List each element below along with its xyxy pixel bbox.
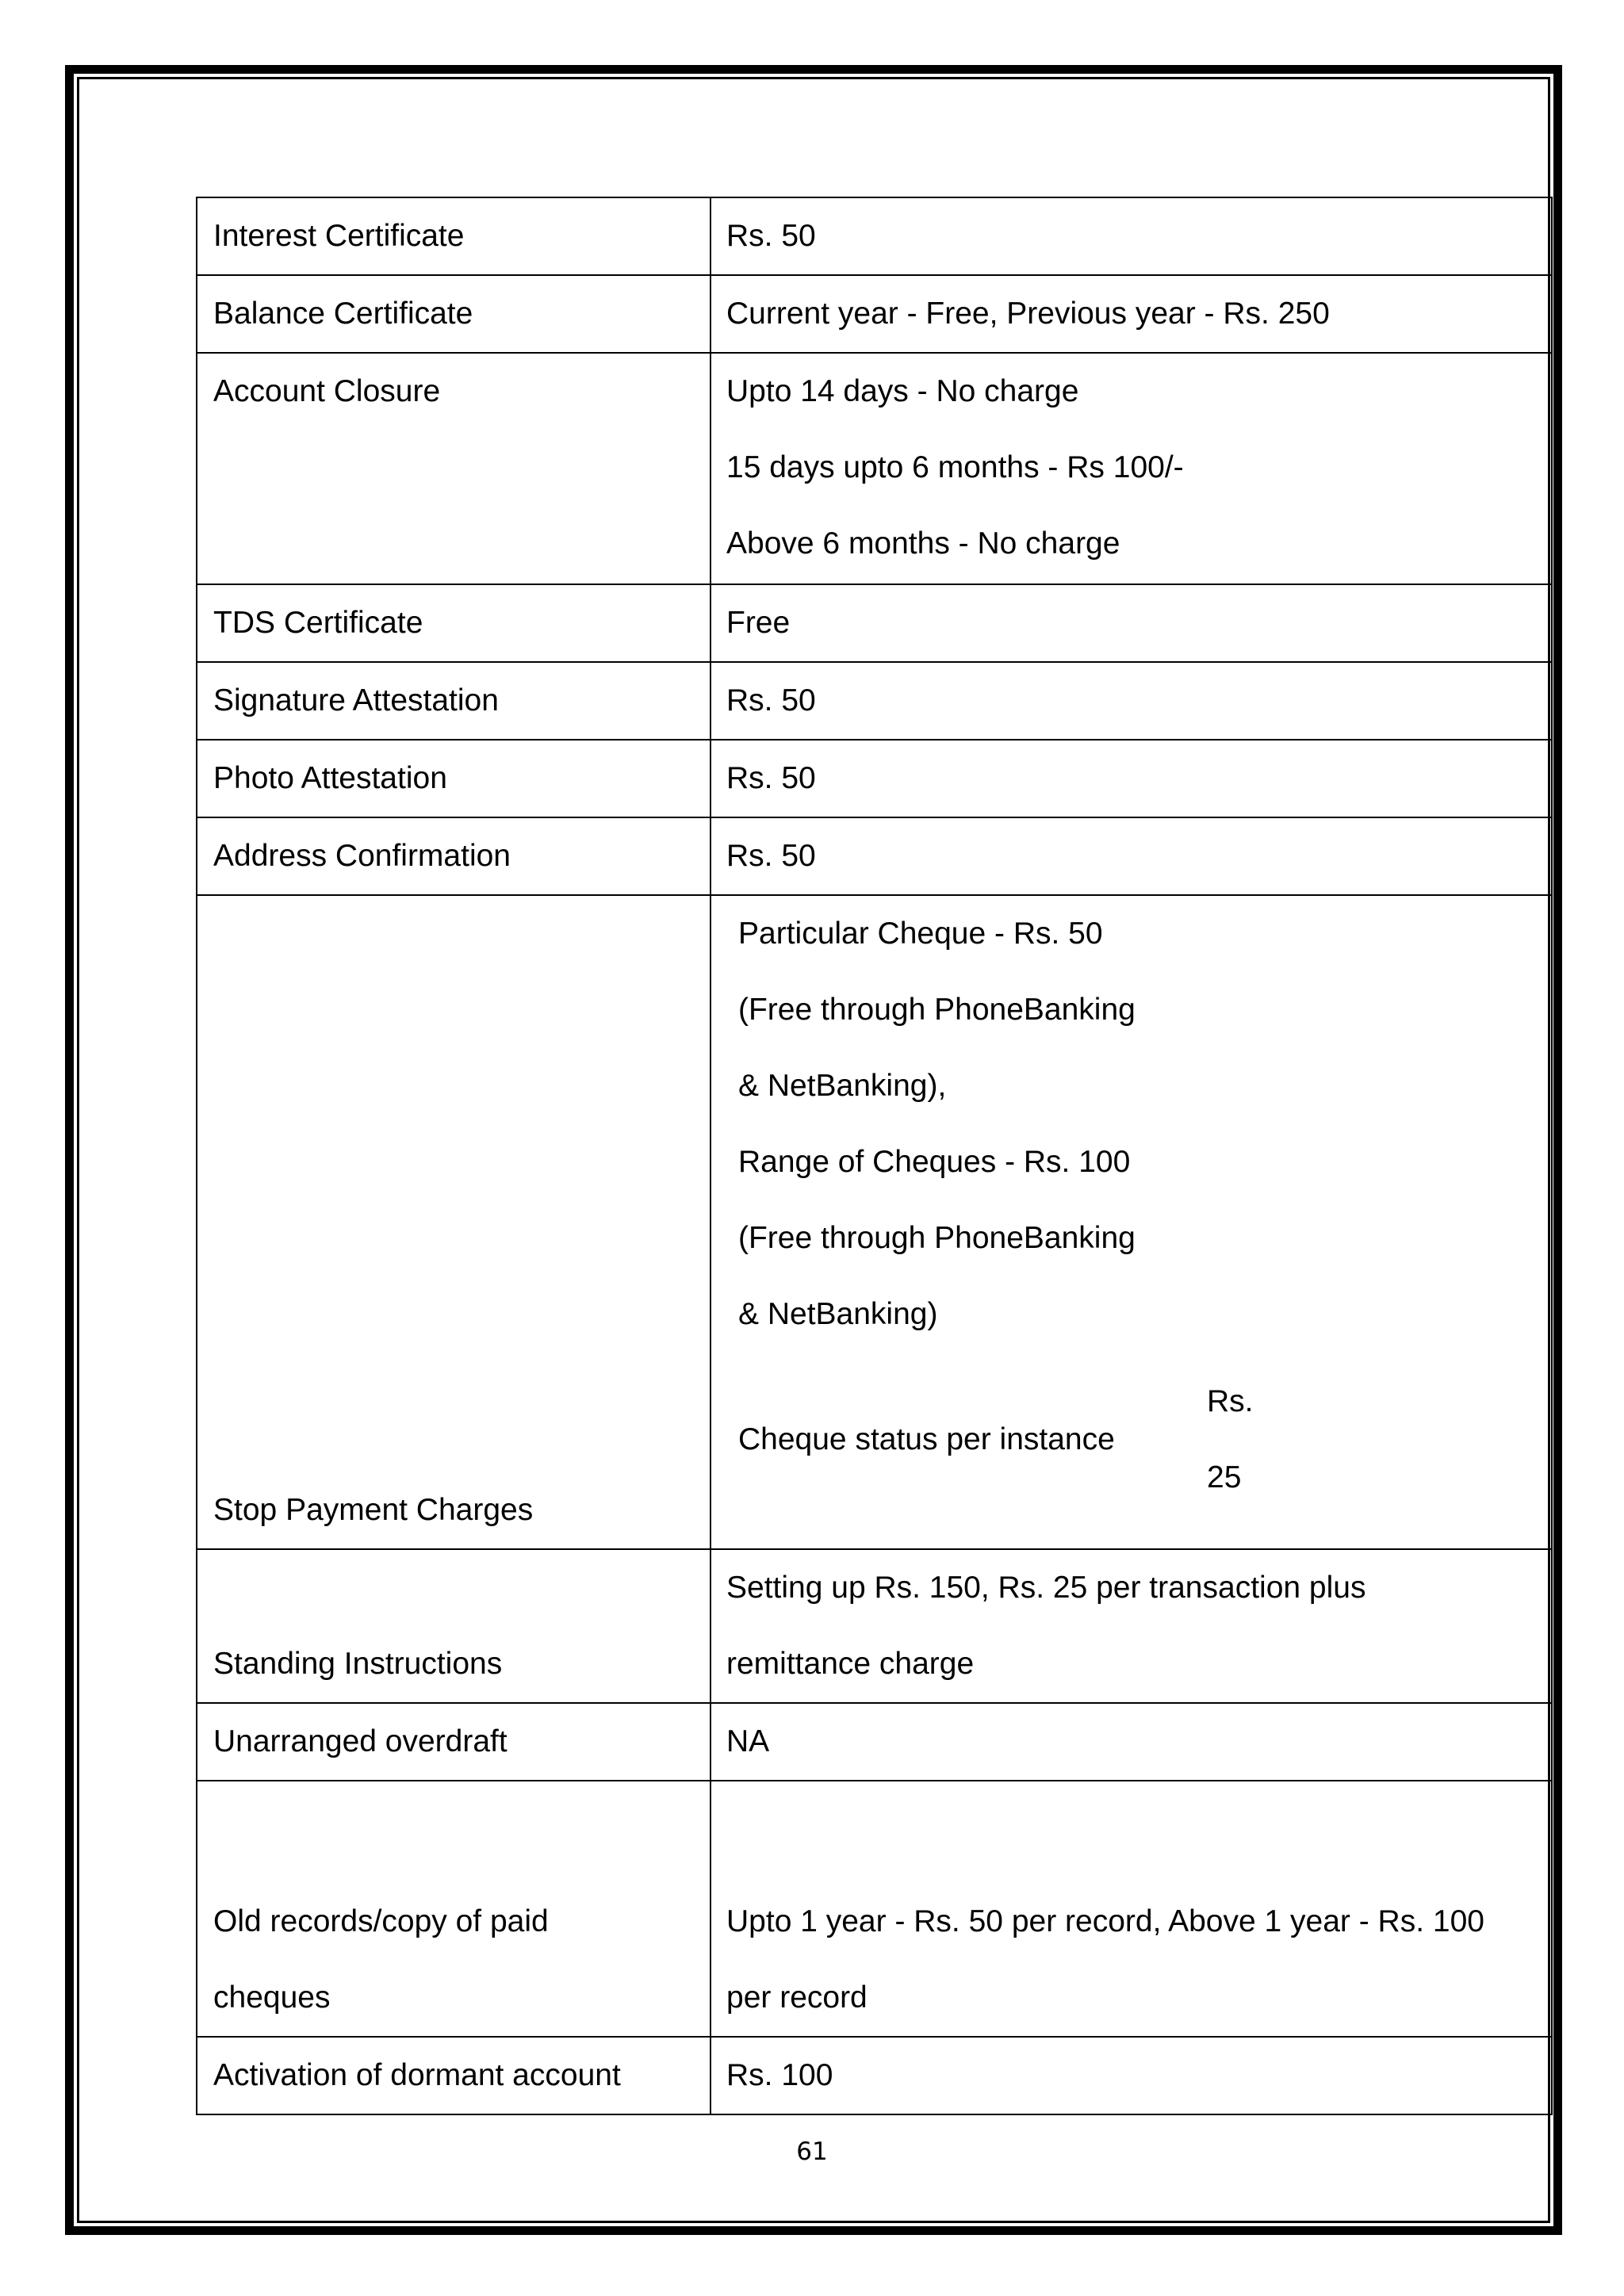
charge-cell — [710, 197, 1552, 275]
charge-cell — [710, 1549, 1552, 1703]
table-row — [197, 197, 1552, 275]
charge-text: per record — [726, 1980, 868, 2015]
charge-text: remittance charge — [726, 1647, 975, 1681]
charge-cell — [710, 584, 1552, 662]
service-name: Balance Certificate — [213, 297, 473, 331]
charge-cell — [710, 275, 1552, 353]
service-cell — [197, 197, 710, 275]
charge-text: 15 days upto 6 months - Rs 100/- — [726, 450, 1184, 484]
service-name: Stop Payment Charges — [213, 1493, 534, 1527]
charge-cell — [710, 895, 1552, 1549]
page-number: 61 — [796, 2137, 828, 2166]
cheque-status-row — [738, 1364, 1551, 1516]
table-row — [197, 2037, 1552, 2114]
charge-text: Range of Cheques - Rs. 100 — [738, 1145, 1131, 1179]
table-row — [197, 1549, 1552, 1703]
charge-cell — [710, 740, 1552, 817]
stop-payment-details — [726, 896, 1551, 1516]
charge-text: Above 6 months - No charge — [726, 526, 1120, 561]
service-cell — [197, 740, 710, 817]
table-row — [197, 1703, 1552, 1781]
service-cell — [197, 275, 710, 353]
charge-text: Rs. 50 — [726, 219, 816, 253]
table-row — [197, 275, 1552, 353]
charge-text: Current year - Free, Previous year - Rs. 250 — [726, 297, 1330, 331]
charge-text: Rs. 50 — [726, 683, 816, 718]
service-charges-table — [196, 197, 1553, 2115]
table-row — [197, 895, 1552, 1549]
charge-text: Upto 14 days - No charge — [726, 374, 1079, 408]
service-name: Old records/copy of paid — [213, 1904, 549, 1938]
service-cell — [197, 584, 710, 662]
service-name: Activation of dormant account — [213, 2058, 621, 2092]
cheque-status-label: Cheque status per instance — [738, 1422, 1115, 1456]
service-name: Account Closure — [213, 374, 441, 408]
service-name: Photo Attestation — [213, 761, 447, 795]
charge-text: & NetBanking), — [738, 1069, 947, 1103]
service-cell — [197, 2037, 710, 2114]
charge-cell — [710, 662, 1552, 740]
charge-cell — [710, 353, 1552, 584]
service-cell — [197, 895, 710, 1549]
charge-text: Upto 1 year - Rs. 50 per record, Above 1 year - Rs. 100 — [726, 1904, 1484, 1938]
charge-text: (Free through PhoneBanking — [738, 1221, 1136, 1255]
table-row — [197, 1781, 1552, 2037]
service-cell — [197, 1549, 710, 1703]
service-name: Address Confirmation — [213, 839, 511, 873]
service-cell — [197, 353, 710, 584]
charge-text: Particular Cheque - Rs. 50 — [738, 916, 1103, 951]
cheque-status-value — [1207, 1364, 1254, 1516]
service-cell — [197, 817, 710, 895]
cheque-status-value-line: 25 — [1207, 1460, 1242, 1494]
charge-text: (Free through PhoneBanking — [738, 993, 1136, 1027]
charge-text: Setting up Rs. 150, Rs. 25 per transaction plus — [726, 1571, 1366, 1605]
service-cell — [197, 662, 710, 740]
service-name: cheques — [213, 1980, 331, 2015]
service-name: TDS Certificate — [213, 606, 423, 640]
service-name: Signature Attestation — [213, 683, 499, 718]
charge-cell — [710, 1781, 1552, 2037]
charge-cell — [710, 1703, 1552, 1781]
charge-text: NA — [726, 1724, 770, 1758]
service-name: Unarranged overdraft — [213, 1724, 508, 1758]
charge-text: Rs. 100 — [726, 2058, 833, 2092]
table-row — [197, 353, 1552, 584]
service-cell — [197, 1781, 710, 2037]
table-row — [197, 817, 1552, 895]
charge-cell — [710, 2037, 1552, 2114]
service-cell — [197, 1703, 710, 1781]
charge-text: Rs. 50 — [726, 839, 816, 873]
service-name: Interest Certificate — [213, 219, 465, 253]
cheque-status-value-line: Rs. — [1207, 1384, 1254, 1418]
charge-text: & NetBanking) — [738, 1297, 938, 1331]
table-row — [197, 584, 1552, 662]
charge-text: Rs. 50 — [726, 761, 816, 795]
service-name: Standing Instructions — [213, 1647, 503, 1681]
table-row — [197, 662, 1552, 740]
charge-cell — [710, 817, 1552, 895]
table-row — [197, 740, 1552, 817]
charge-text: Free — [726, 606, 791, 640]
